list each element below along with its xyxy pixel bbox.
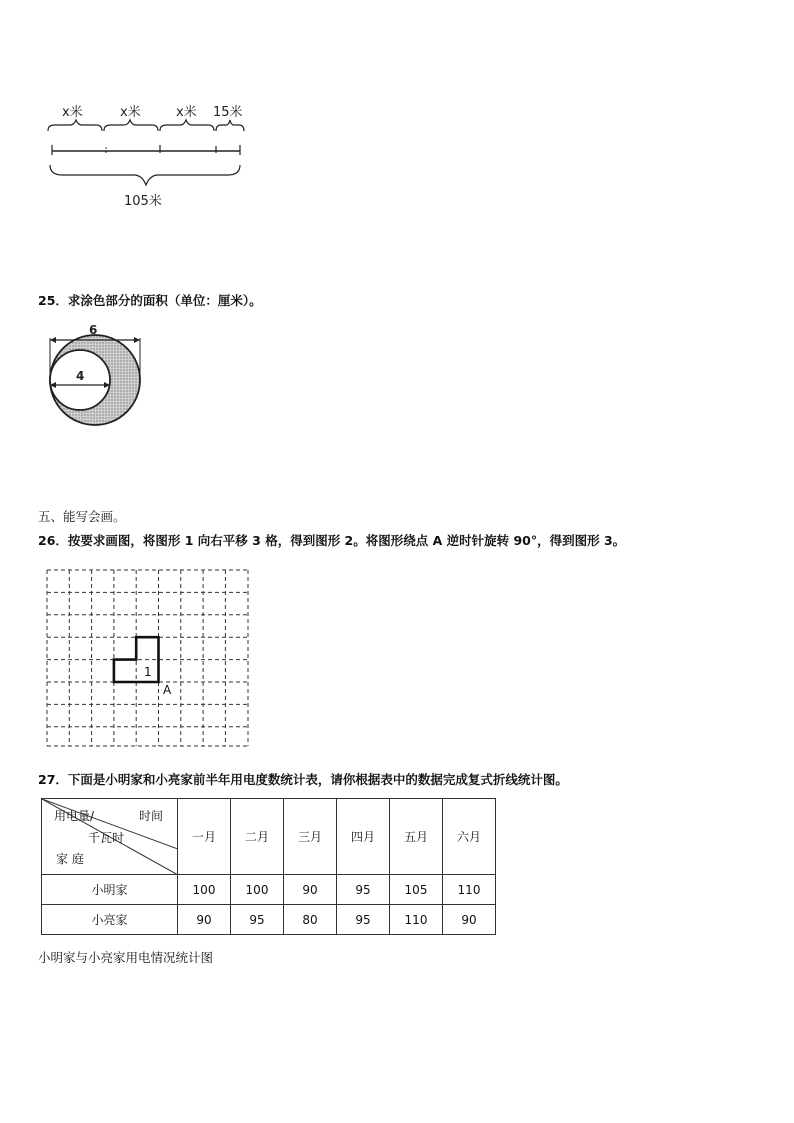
table-cell: 90: [284, 875, 337, 905]
table-cell: 95: [337, 875, 390, 905]
table-cell: 80: [284, 905, 337, 935]
month-header: 二月: [231, 799, 284, 875]
month-header: 三月: [284, 799, 337, 875]
table-cell: 90: [178, 905, 231, 935]
table-cell: 90: [443, 905, 496, 935]
brace-x-1: [48, 120, 102, 131]
label-x-2: x米: [120, 105, 141, 120]
q25-text: 25．求涂色部分的面积（单位：厘米）。: [38, 293, 262, 308]
month-header: 六月: [443, 799, 496, 875]
brace-x-2: [104, 120, 158, 131]
chart-caption: 小明家与小亮家用电情况统计图: [38, 950, 214, 965]
table-row: [42, 905, 496, 935]
header-family: 家 庭: [56, 852, 84, 866]
outer-diameter-label: 6: [89, 323, 98, 337]
table-cell: 110: [443, 875, 496, 905]
month-header: 五月: [390, 799, 443, 875]
label-15: 15米: [213, 105, 243, 120]
label-x-3: x米: [176, 105, 197, 120]
point-a-label: A: [163, 683, 172, 697]
month-header: 一月: [178, 799, 231, 875]
brace-total: [50, 165, 240, 185]
month-header: 四月: [337, 799, 390, 875]
inner-diameter-label: 4: [76, 369, 85, 383]
row-name: 小明家: [42, 875, 178, 905]
table-cell: 105: [390, 875, 443, 905]
brace-x-3: [160, 120, 214, 131]
table-cell: 95: [337, 905, 390, 935]
header-time: 时间: [139, 809, 164, 823]
q27-text: 27．下面是小明家和小亮家前半年用电度数统计表，请你根据表中的数据完成复式折线统计图。: [38, 772, 568, 787]
diagonal-header-cell: [42, 799, 178, 875]
header-unit: 千瓦时: [88, 831, 125, 845]
label-x-1: x米: [62, 105, 83, 120]
row-name: 小亮家: [42, 905, 178, 935]
electricity-table: [41, 798, 496, 935]
table-cell: 100: [178, 875, 231, 905]
table-row: [42, 875, 496, 905]
table-cell: 110: [390, 905, 443, 935]
section-five-title: 五、能写会画。: [38, 509, 126, 524]
brace-15: [216, 120, 244, 131]
label-total: 105米: [124, 194, 162, 209]
table-cell: 100: [231, 875, 284, 905]
grid-figure: [44, 567, 252, 749]
shaded-circle-figure: [36, 318, 156, 443]
segment-diagram: [40, 95, 260, 215]
table-cell: 95: [231, 905, 284, 935]
q26-text: 26．按要求画图，将图形 1 向右平移 3 格，得到图形 2。将图形绕点 A 逆时针旋转 90°，得到图形 3。: [38, 533, 626, 548]
shape-1-label: 1: [144, 665, 152, 679]
header-usage: 用电量/: [54, 809, 95, 823]
table-header-row: [42, 799, 496, 875]
